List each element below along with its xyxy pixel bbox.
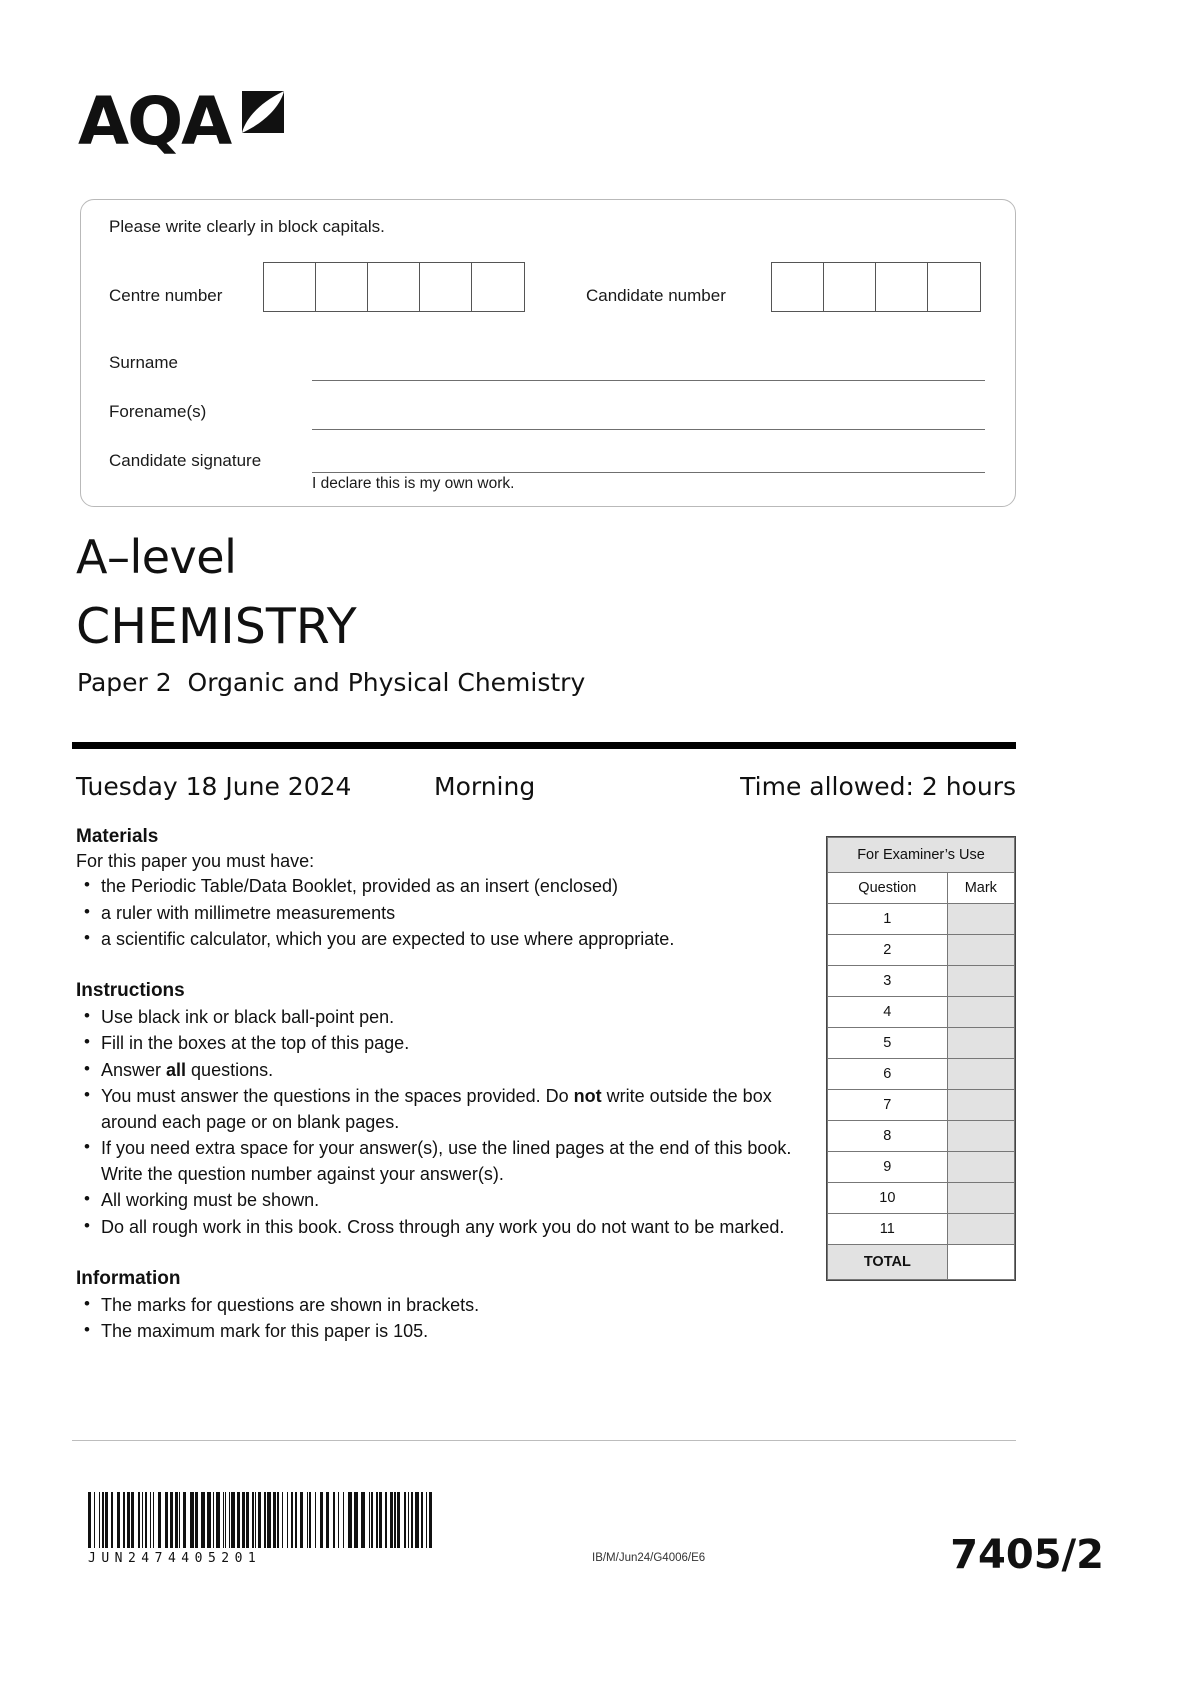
question-number: 11 bbox=[828, 1214, 948, 1245]
forenames-label: Forename(s) bbox=[109, 402, 207, 421]
mark-cell[interactable] bbox=[947, 1121, 1014, 1152]
document-code: IB/M/Jun24/G4006/E6 bbox=[592, 1552, 706, 1564]
mark-cell[interactable] bbox=[947, 904, 1014, 935]
instructions-heading: Instructions bbox=[76, 979, 185, 1001]
declaration-text: I declare this is my own work. bbox=[312, 475, 515, 492]
divider-thick bbox=[72, 742, 1016, 749]
number-cell[interactable] bbox=[316, 263, 368, 311]
barcode bbox=[88, 1492, 438, 1566]
number-cell[interactable] bbox=[876, 263, 928, 311]
question-number: 6 bbox=[828, 1059, 948, 1090]
question-number: 8 bbox=[828, 1121, 948, 1152]
paper-subtitle: Paper 2 Organic and Physical Chemistry bbox=[77, 668, 586, 697]
list-item: • Do all rough work in this book. Cross through any work you do not want to be marked. bbox=[76, 1215, 801, 1241]
mark-cell[interactable] bbox=[947, 1090, 1014, 1121]
paper-code: 7405/2 bbox=[950, 1532, 1104, 1578]
cover-content bbox=[76, 826, 801, 1346]
materials-list bbox=[76, 874, 801, 953]
table-row bbox=[828, 997, 1015, 1028]
candidate-number-input[interactable] bbox=[771, 262, 981, 312]
list-item: • The marks for questions are shown in brackets. bbox=[76, 1293, 801, 1319]
table-row bbox=[828, 1121, 1015, 1152]
number-cell[interactable] bbox=[264, 263, 316, 311]
list-item: • the Periodic Table/Data Booklet, provided as an insert (enclosed) bbox=[76, 874, 801, 900]
number-cell[interactable] bbox=[928, 263, 980, 311]
list-item: • Answer all questions. bbox=[76, 1058, 801, 1084]
table-row bbox=[828, 1090, 1015, 1121]
table-row bbox=[828, 1152, 1015, 1183]
question-number: 7 bbox=[828, 1090, 948, 1121]
forenames-input[interactable] bbox=[312, 429, 985, 430]
centre-number-label: Centre number bbox=[109, 286, 223, 305]
question-number: 2 bbox=[828, 935, 948, 966]
list-item: • If you need extra space for your answer(s), use the lined pages at the end of this book. Write the question number against your answer(s). bbox=[76, 1136, 801, 1187]
table-row bbox=[828, 1028, 1015, 1059]
exam-date: Tuesday 18 June 2024 bbox=[76, 772, 352, 801]
list-item: • a scientific calculator, which you are expected to use where appropriate. bbox=[76, 927, 801, 953]
number-cell[interactable] bbox=[824, 263, 876, 311]
divider-thin bbox=[72, 1440, 1016, 1441]
question-number: 1 bbox=[828, 904, 948, 935]
mark-cell[interactable] bbox=[947, 1152, 1014, 1183]
mark-cell[interactable] bbox=[947, 997, 1014, 1028]
candidate-details-box bbox=[80, 199, 1016, 507]
candidate-signature-input[interactable] bbox=[312, 472, 985, 473]
list-item: • You must answer the questions in the spaces provided. Do not write outside the box around each page or on blank pages. bbox=[76, 1084, 801, 1135]
information-heading: Information bbox=[76, 1267, 181, 1289]
subject-title: CHEMISTRY bbox=[76, 598, 357, 655]
question-number: 3 bbox=[828, 966, 948, 997]
examiner-table-header: For Examiner’s Use bbox=[828, 838, 1015, 873]
column-header-mark: Mark bbox=[947, 873, 1014, 904]
number-cell[interactable] bbox=[420, 263, 472, 311]
question-number: 4 bbox=[828, 997, 948, 1028]
materials-heading: Materials bbox=[76, 826, 159, 847]
table-row bbox=[828, 1059, 1015, 1090]
barcode-number: JUN2474405201 bbox=[88, 1551, 262, 1566]
number-cell[interactable] bbox=[772, 263, 824, 311]
exam-session: Morning bbox=[434, 772, 536, 801]
block-capitals-note: Please write clearly in block capitals. bbox=[109, 217, 385, 236]
mark-cell[interactable] bbox=[947, 1214, 1014, 1245]
number-cell[interactable] bbox=[472, 263, 524, 311]
number-cell[interactable] bbox=[368, 263, 420, 311]
list-item: • Use black ink or black ball-point pen. bbox=[76, 1005, 801, 1031]
exam-info-row bbox=[76, 772, 1016, 804]
table-row bbox=[828, 1214, 1015, 1245]
total-label: TOTAL bbox=[828, 1245, 948, 1280]
table-row bbox=[828, 1183, 1015, 1214]
aqa-logo bbox=[78, 82, 290, 162]
candidate-number-label: Candidate number bbox=[586, 286, 726, 305]
mark-cell[interactable] bbox=[947, 1183, 1014, 1214]
table-row bbox=[828, 966, 1015, 997]
column-header-question: Question bbox=[828, 873, 948, 904]
mark-cell[interactable] bbox=[947, 1059, 1014, 1090]
list-item: • a ruler with millimetre measurements bbox=[76, 901, 801, 927]
information-list bbox=[76, 1293, 801, 1345]
question-number: 10 bbox=[828, 1183, 948, 1214]
examiner-use-table bbox=[826, 836, 1016, 1281]
surname-input[interactable] bbox=[312, 380, 985, 381]
list-item: • Fill in the boxes at the top of this page. bbox=[76, 1031, 801, 1057]
candidate-signature-label: Candidate signature bbox=[109, 451, 262, 470]
time-allowed: Time allowed: 2 hours bbox=[740, 772, 1016, 801]
table-row-total bbox=[828, 1245, 1015, 1280]
mark-cell[interactable] bbox=[947, 935, 1014, 966]
question-number: 5 bbox=[828, 1028, 948, 1059]
instructions-list bbox=[76, 1005, 801, 1241]
materials-intro: For this paper you must have: bbox=[76, 851, 315, 871]
question-number: 9 bbox=[828, 1152, 948, 1183]
aqa-logo-text: AQA bbox=[78, 83, 231, 160]
table-row bbox=[828, 904, 1015, 935]
list-item: • All working must be shown. bbox=[76, 1188, 801, 1214]
qualification-level: A–level bbox=[76, 530, 237, 584]
mark-cell[interactable] bbox=[947, 1028, 1014, 1059]
surname-label: Surname bbox=[109, 353, 178, 372]
aqa-leaf-icon bbox=[236, 85, 290, 144]
total-mark-cell[interactable] bbox=[947, 1245, 1014, 1280]
mark-cell[interactable] bbox=[947, 966, 1014, 997]
table-row bbox=[828, 935, 1015, 966]
list-item: • The maximum mark for this paper is 105. bbox=[76, 1319, 801, 1345]
centre-number-input[interactable] bbox=[263, 262, 525, 312]
